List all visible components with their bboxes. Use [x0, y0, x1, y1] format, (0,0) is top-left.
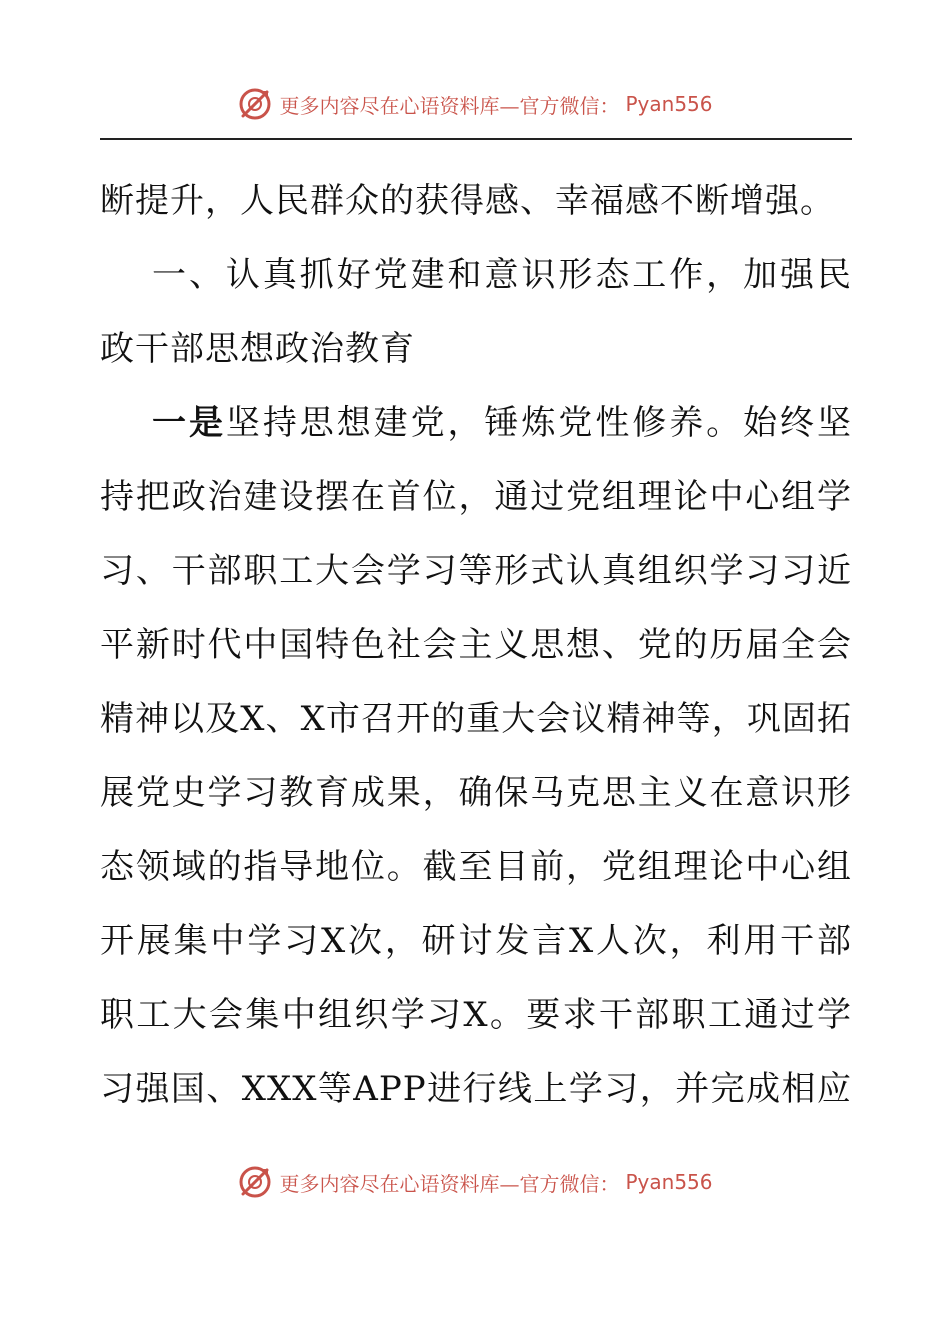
watermark-brand — [237, 1164, 712, 1200]
text-line — [100, 386, 852, 460]
wechat-handle: Pyan556 — [625, 1170, 713, 1194]
page-footer — [0, 1160, 950, 1204]
text-line: 精神以及X、X市召开的重大会议精神等，巩固拓 — [100, 699, 852, 739]
wechat-handle: Pyan556 — [625, 92, 713, 116]
brand-text: 更多内容尽在心语资料库—官方微信： — [279, 93, 620, 118]
text-line: 平新时代中国特色社会主义思想、党的历届全会 — [100, 625, 852, 665]
text-line: 展党史学习教育成果，确保马克思主义在意识形 — [100, 773, 852, 813]
brand-logo-icon — [237, 86, 273, 122]
text-line: 职工大会集中组织学习X。要求干部职工通过学 — [100, 995, 852, 1035]
section-heading-line: 一、认真抓好党建和意识形态工作，加强民 — [152, 255, 852, 295]
text-line: 断提升，人民群众的获得感、幸福感不断增强。 — [100, 181, 835, 221]
text-line: 习强国、XXX等APP进行线上学习，并完成相应 — [100, 1069, 852, 1109]
document-body — [100, 164, 852, 1126]
brand-text: 更多内容尽在心语资料库—官方微信： — [279, 1171, 620, 1196]
brand-logo-icon — [237, 1164, 273, 1200]
bold-lead: 一是 — [152, 403, 226, 443]
watermark-brand — [237, 86, 712, 122]
header-divider — [100, 138, 852, 140]
section-heading-line: 政干部思想政治教育 — [100, 329, 415, 369]
text-span: 坚持思想建党，锤炼党性修养。始终坚 — [225, 403, 853, 443]
text-line: 习、干部职工大会学习等形式认真组织学习习近 — [100, 551, 852, 591]
text-line: 开展集中学习X次，研讨发言X人次，利用干部 — [100, 921, 852, 961]
page-header — [0, 82, 950, 126]
text-line: 持把政治建设摆在首位，通过党组理论中心组学 — [100, 477, 852, 517]
text-line: 态领域的指导地位。截至目前，党组理论中心组 — [100, 847, 852, 887]
